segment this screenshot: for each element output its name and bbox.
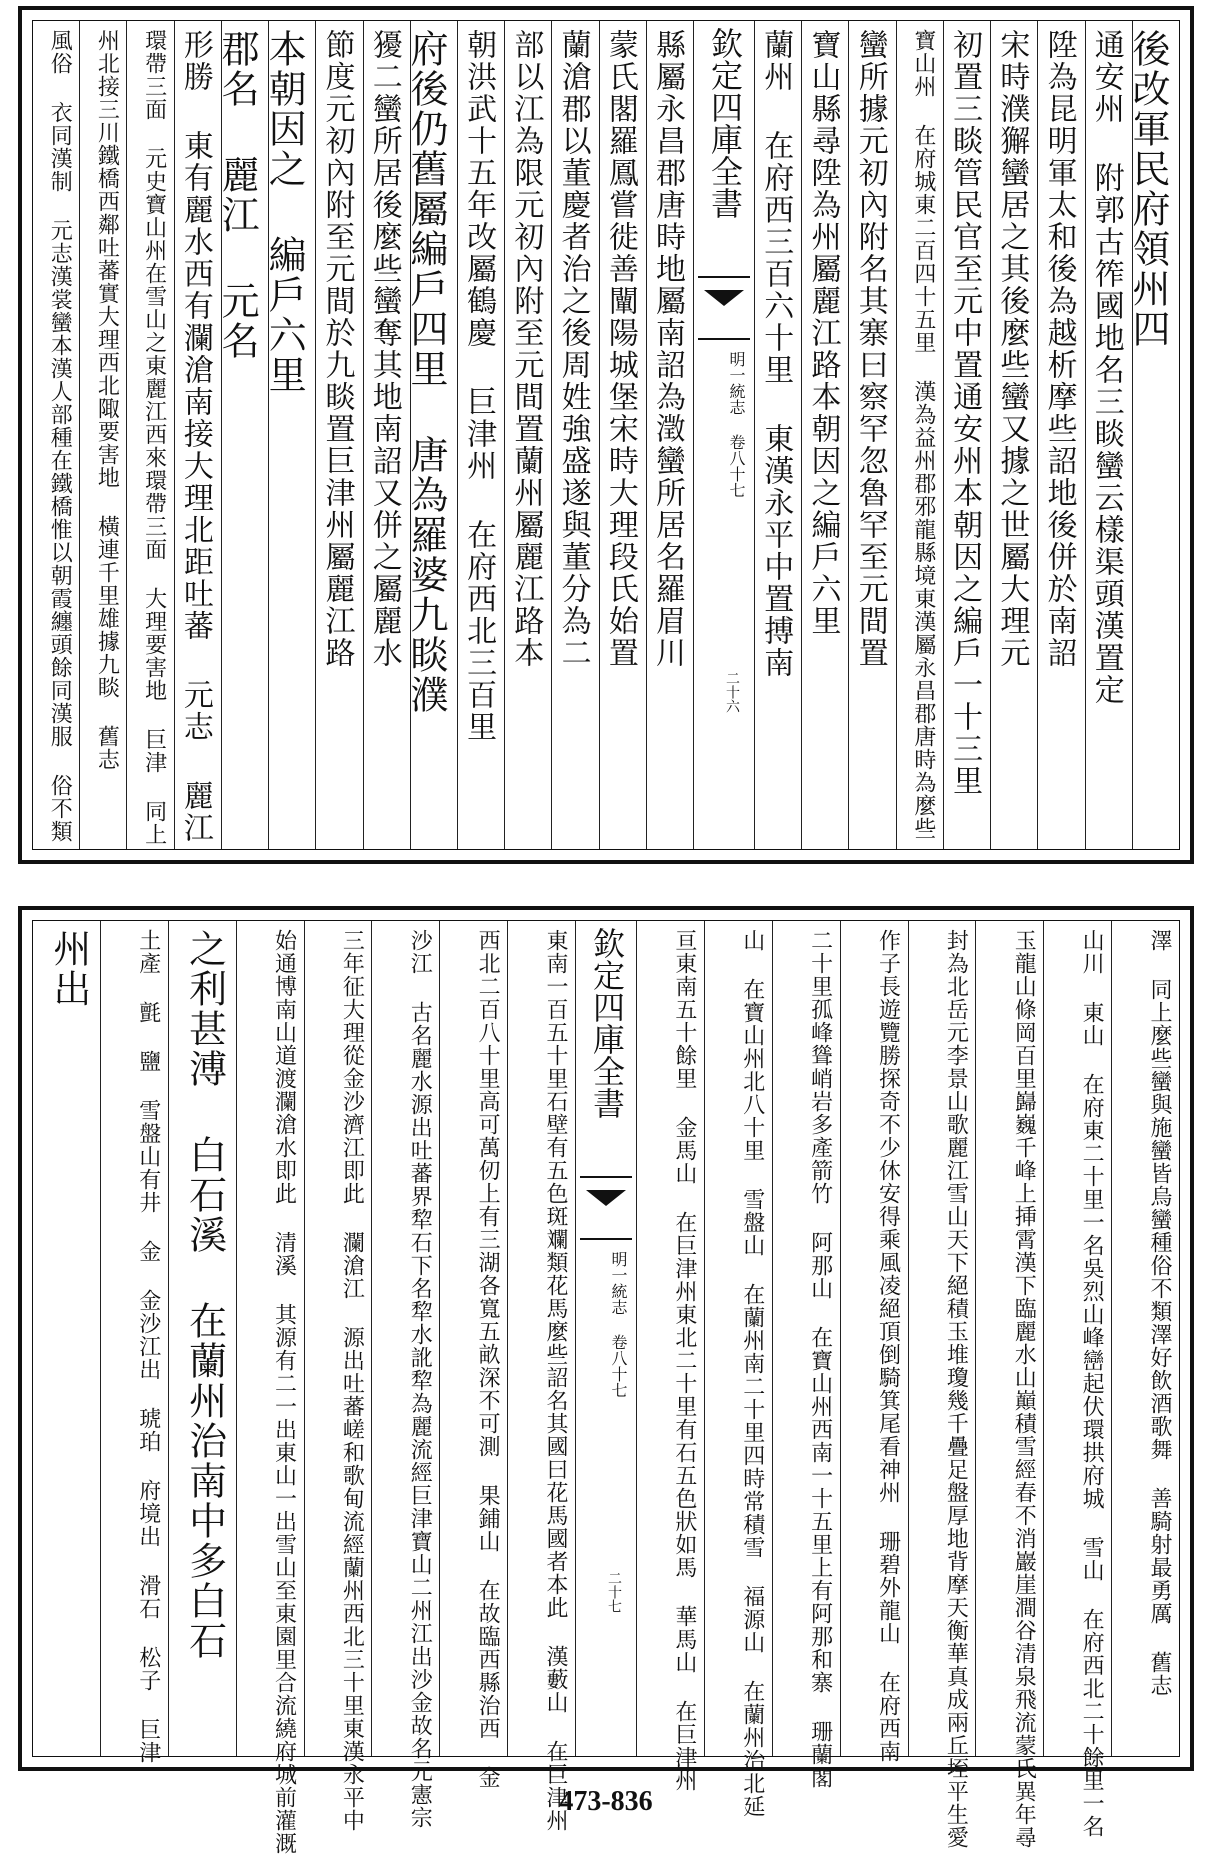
column-text: 環帶三面 元史寶山州在雪山之東麗江西來環帶三面 大理要害地 巨津 同上 — [141, 29, 167, 846]
column-text: 節度元初內附至元間於九睒置巨津州屬麗江路 — [319, 29, 355, 669]
siku-header: 欽定四庫全書 — [706, 27, 745, 219]
top-right-column — [943, 21, 990, 849]
siku-header: 欽定四庫全書 — [588, 927, 626, 1119]
column-text: 本朝因之 編戶六里 — [262, 29, 307, 395]
top-left-column — [79, 21, 126, 849]
top-left-column — [646, 21, 693, 849]
column-text: 蒙氏閣羅鳳嘗徙善闡陽城堡宋時大理段氏始置 — [602, 29, 638, 669]
top-right-column — [896, 21, 943, 849]
column-text: 山川 東山 在府東二十里一名吳烈山峰巒起伏環拱府城 雪山 在府西北二十餘里一名 — [1079, 929, 1105, 1838]
column-text: 蘭滄郡以董慶者治之後周姓強盛遂與董分為二 — [555, 29, 591, 669]
top-left-column — [215, 21, 268, 849]
column-text: 初置三睒管民官至元中置通安州本朝因之編戶一十三里 — [947, 29, 983, 797]
top-left-column — [174, 21, 221, 849]
column-text: 土產 氈 鹽 雪盤山有井 金 金沙江出 琥珀 府境出 滑石 松子 巨津 — [135, 929, 161, 1764]
bottom-right-column — [704, 921, 772, 1818]
column-text: 州出 — [46, 929, 91, 1009]
bottom-right-column — [908, 921, 976, 1849]
page-number-footer: 473-836 — [559, 1786, 653, 1817]
bottom-right-column — [1043, 921, 1111, 1838]
top-right-column — [990, 21, 1037, 849]
top-columns — [33, 21, 1179, 849]
column-text: 寶山縣尋陞為州屬麗江路本朝因之編戶六里 — [805, 29, 841, 637]
bottom-left-column — [439, 921, 507, 1789]
column-text: 二十里孤峰聳峭岩多產箭竹 阿那山 在寶山州西南一十五里上有阿那和寨 珊蘭閣 — [807, 929, 833, 1789]
leaf-number: 二十七 — [606, 1571, 622, 1613]
top-center-column — [693, 21, 754, 849]
column-text: 縣屬永昌郡唐時地屬南詔為澂蠻所居名羅眉川 — [650, 29, 686, 669]
bottom-left-column — [236, 921, 304, 1855]
volume-info: 明一統志 卷八十七 — [727, 351, 747, 498]
column-text: 形勝 東有麗水西有瀾滄南接大理北距吐蕃 元志 麗江 — [177, 29, 213, 844]
column-text: 陞為昆明軍太和後為越析摩些詔地後併於南詔 — [1041, 29, 1077, 669]
column-text: 玉龍山條岡百里巋巍千峰上挿霄漢下臨麗水山巔積雪經春不消巖崖澗谷清泉飛流蒙氏異年尋 — [1011, 929, 1037, 1849]
top-left-column — [457, 21, 504, 849]
bottom-left-column — [100, 921, 168, 1764]
top-left-column — [363, 21, 410, 849]
column-text: 府後仍舊屬編戶四里 唐為羅婆九睒濮 — [403, 29, 448, 715]
top-left-column — [504, 21, 551, 849]
column-text: 郡名 麗江 元名 — [215, 29, 260, 361]
column-text: 亘東南五十餘里 金馬山 在巨津州東北二十里有石五色狀如馬 華馬山 在巨津州 — [671, 929, 697, 1792]
leaf-number: 二十六 — [724, 671, 741, 713]
column-text: 之利甚溥 白石溪 在蘭州治南中多白石 — [182, 929, 227, 1661]
top-left-column — [599, 21, 646, 849]
column-text: 後改軍民府領州四 — [1126, 29, 1170, 349]
column-text: 部以江為限元初內附至元間置蘭州屬麗江路本 — [508, 29, 544, 669]
column-text: 沙江 古名麗水源出吐蕃界犂石下名犂水訛犂為麗流經巨津寶山二州江出沙金故名元憲宗 — [407, 929, 433, 1829]
bottom-right-column — [1111, 921, 1179, 1756]
top-right-column — [1126, 21, 1179, 849]
column-text: 三年征大理從金沙濟江即此 瀾滄江 源出吐蕃嵯和歌甸流經蘭州西北三十里東漢永平中 — [339, 929, 365, 1832]
top-right-column — [1085, 21, 1132, 849]
bottom-center-column — [575, 921, 636, 1756]
bottom-right-column — [772, 921, 840, 1789]
column-text: 寶山州 在府城東二百四十五里 漢為益州郡邪龍縣境東漢屬永昌郡唐時為麼些 — [910, 29, 936, 840]
column-text: 獶二蠻所居後麼些蠻奪其地南詔又併之屬麗水 — [366, 29, 402, 669]
column-text: 蠻所據元初內附名其寨曰察罕忽魯罕至元間置 — [852, 29, 888, 669]
column-text: 封為北岳元李景山歌麗江雪山天下絕積玉堆瓊幾千疊足盤厚地背摩天衡華真成兩丘垤平生愛 — [943, 929, 969, 1849]
bottom-left-column — [33, 921, 100, 1756]
fishtail-mark-icon — [698, 276, 750, 340]
column-text: 州北接三川鐵橋西鄰吐蕃實大理西北陬要害地 橫連千里雄據九睒 舊志 — [94, 29, 120, 771]
top-right-column — [848, 21, 895, 849]
top-right-column — [754, 21, 801, 849]
top-right-column — [1037, 21, 1084, 849]
top-left-column — [403, 21, 457, 849]
column-text: 東南一百五十里石壁有五色斑斕類花馬麼些詔名其國曰花馬國者本此 漢藪山 在巨津州 — [543, 929, 568, 1832]
column-text: 西北二百八十里高可萬仞上有三湖各寬五畝深不可測 果鋪山 在故臨西縣治西 金 — [475, 929, 501, 1789]
top-page — [18, 6, 1194, 864]
top-right-column — [801, 21, 848, 849]
bottom-left-column — [168, 921, 236, 1756]
top-left-column — [551, 21, 598, 849]
bottom-right-column — [840, 921, 908, 1763]
top-left-column — [315, 21, 362, 849]
top-left-column — [126, 21, 173, 849]
column-text: 山 在寶山州北八十里 雪盤山 在蘭州南二十里四時常積雪 福源山 在蘭州治北延 — [739, 929, 765, 1818]
volume-info: 明一統志 卷八十七 — [609, 1251, 628, 1398]
column-text: 作子長遊覽勝探奇不少休安得乘風凌絕頂倒騎箕尾看神州 珊碧外龍山 在府西南 — [875, 929, 901, 1763]
column-text: 通安州 附郭古筰國地名三睒蠻云樣渠頭漢置定 — [1088, 29, 1124, 706]
column-text: 朝洪武十五年改屬鶴慶 巨津州 在府西北三百里 — [461, 29, 497, 743]
bottom-right-column — [975, 921, 1043, 1849]
top-left-column — [33, 21, 79, 849]
bottom-left-column — [507, 921, 575, 1832]
bottom-left-column — [371, 921, 439, 1829]
column-text: 蘭州 在府西三百六十里 東漢永平中置搏南 — [758, 29, 794, 679]
top-left-column — [262, 21, 315, 849]
column-text: 宋時濮獬蠻居之其後麼些蠻又據之世屬大理元 — [994, 29, 1030, 669]
column-text: 澤 同上麼些蠻與施蠻皆烏蠻種俗不類澤好飲酒歌舞 善騎射最勇厲 舊志 — [1147, 929, 1172, 1697]
column-text: 始通博南山道渡瀾滄水即此 清溪 其源有二一出東山一出雪山至東園里合流繞府城前灌溉 — [271, 929, 297, 1855]
fishtail-mark-icon — [580, 1176, 632, 1240]
bottom-left-column — [304, 921, 372, 1832]
bottom-right-column — [636, 921, 704, 1792]
column-text: 風俗 衣同漢制 元志漢裳蠻本漢人部種在鐵橋惟以朝霞纏頭餘同漢服 俗不類 — [47, 29, 73, 843]
